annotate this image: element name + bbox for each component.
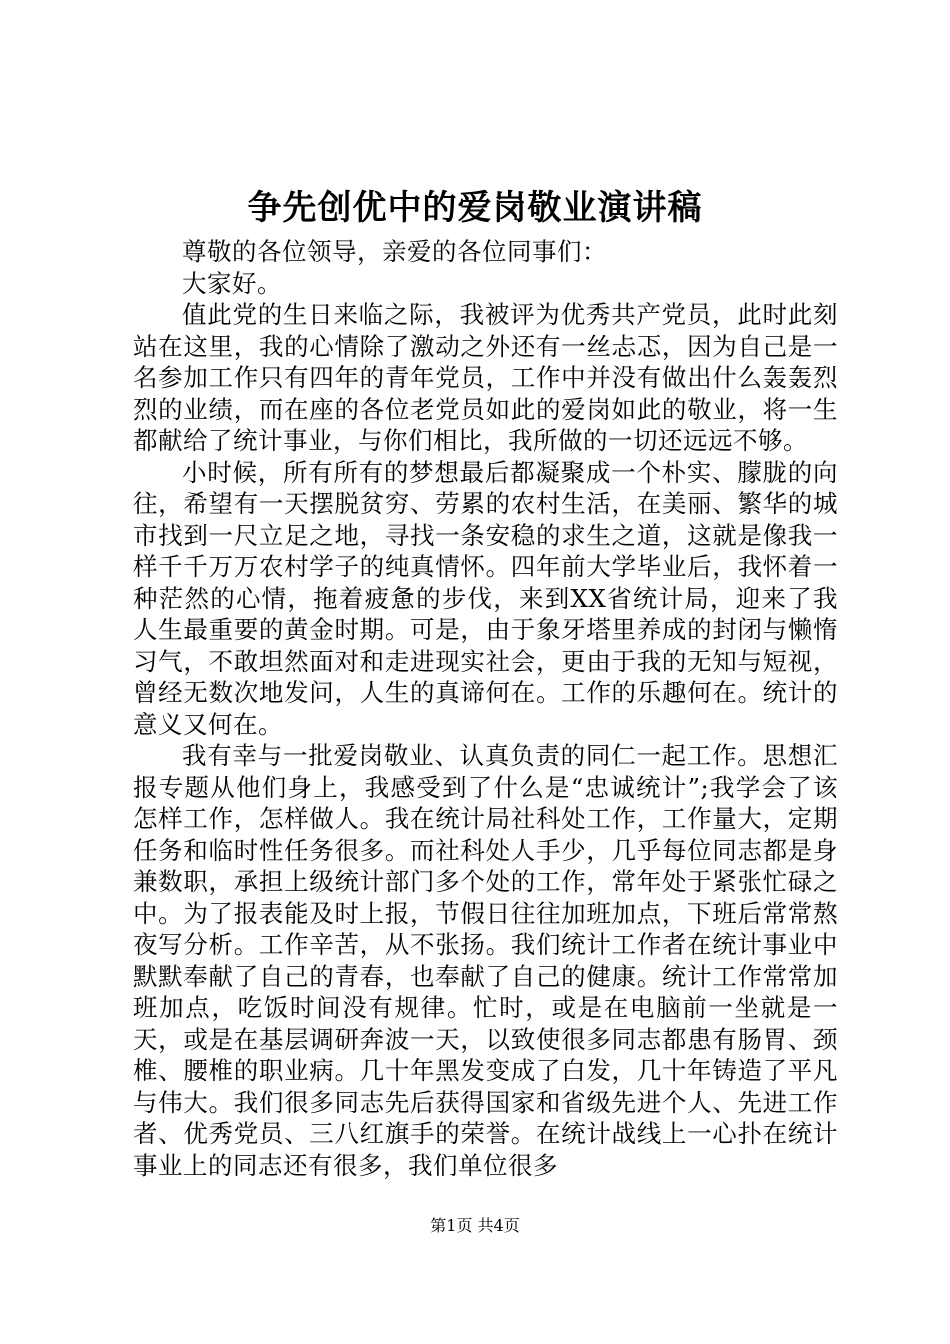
page-title: 争先创优中的爱岗敬业演讲稿 — [247, 188, 703, 228]
salutation: 尊敬的各位领导，亲爱的各位同事们： — [182, 237, 607, 266]
paragraph-2: 小时候，所有所有的梦想最后都凝聚成一个朴实、朦胧的向往，希望有一天摆脱贫穷、劳累的农村生活，在美丽、繁华的城市找到一尺立足之地，寻找一条安稳的求生之道，这就是像我一样千千万万农村学子的纯真情怀。四年前大学毕业后，我怀着一种茫然的心情，拖着疲惫的步伐，来到XX省统计局，迎来了我人生最重要的黄金时期。可是，由于象牙塔里养成的封闭与懒惰习气，不敢坦然面对和走进现实社会，更由于我的无知与短视，曾经无数次地发问，人生的真谛何在。工作的乐趣何在。统计的意义又何在。 — [133, 457, 838, 739]
page-footer: 第1页 共4页 — [430, 1216, 520, 1235]
document-body — [133, 236, 838, 1181]
greeting: 大家好。 — [182, 268, 282, 298]
paragraph-3: 我有幸与一批爱岗敬业、认真负责的同仁一起工作。思想汇报专题从他们身上，我感受到了什么是“忠诚统计”;我学会了该怎样工作，怎样做人。我在统计局社科处工作，工作量大，定期任务和临时性任务很多。而社科处人手少，几乎每位同志都是身兼数职，承担上级统计部门多个处的工作，常年处于紧张忙碌之中。为了报表能及时上报，节假日往往加班加点，下班后常常熬夜写分析。工作辛苦，从不张扬。我们统计工作者在统计事业中默默奉献了自己的青春，也奉献了自己的健康。统计工作常常加班加点，吃饭时间没有规律。忙时，或是在电脑前一坐就是一天，或是在基层调研奔波一天，以致使很多同志都患有肠胃、颈椎、腰椎的职业病。几十年黑发变成了白发，几十年铸造了平凡与伟大。我们很多同志先后获得国家和省级先进个人、先进工作者、优秀党员、三八红旗手的荣誉。在统计战线上一心扑在统计事业上的同志还有很多，我们单位很多 — [133, 741, 838, 1180]
paragraph-1: 值此党的生日来临之际，我被评为优秀共产党员，此时此刻站在这里，我的心情除了激动之外还有一丝忐忑，因为自己是一名参加工作只有四年的青年党员，工作中并没有做出什么轰轰烈烈的业绩，而在座的各位老党员如此的爱岗如此的敬业，将一生都献给了统计事业，与你们相比，我所做的一切还远远不够。 — [133, 300, 838, 455]
